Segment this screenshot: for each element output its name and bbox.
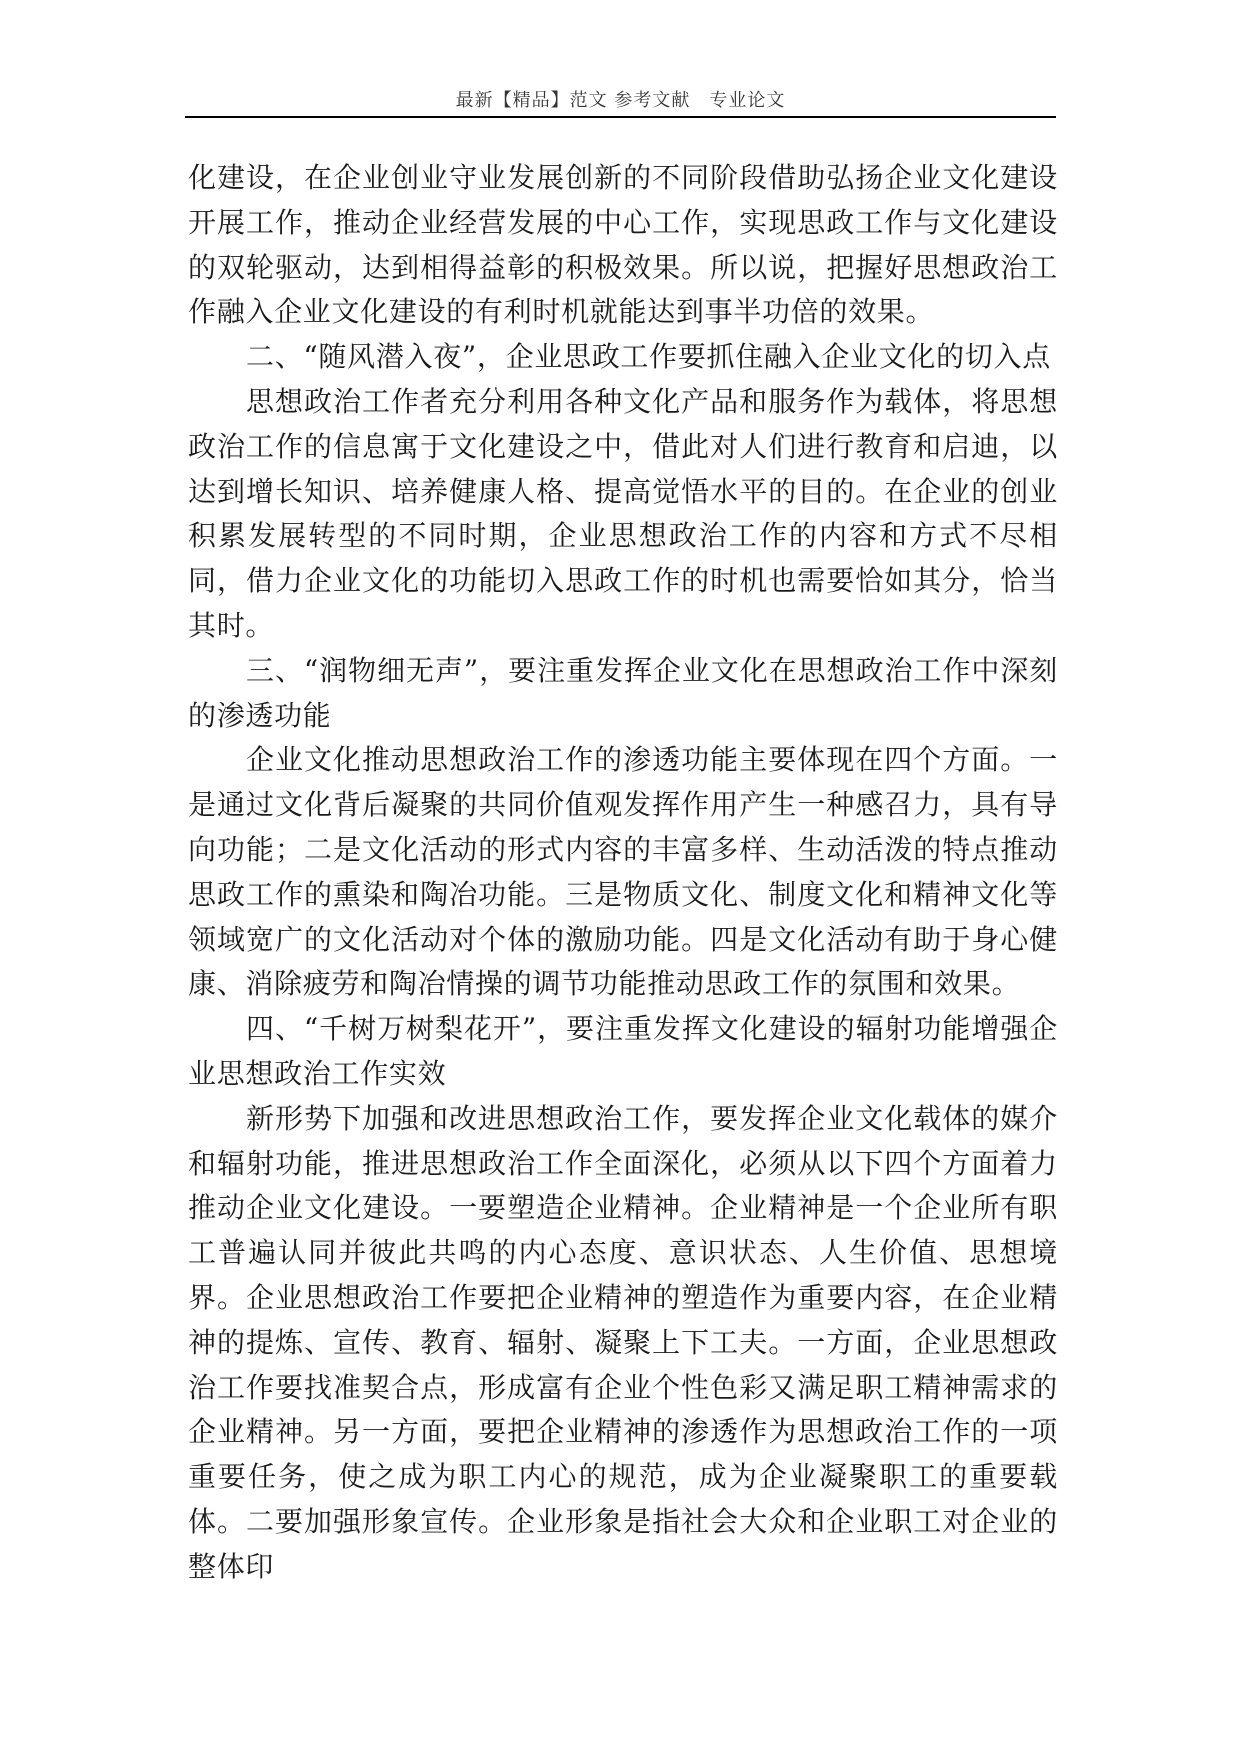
paragraph-section-3: 企业文化推动思想政治工作的渗透功能主要体现在四个方面。一是通过文化背后凝聚的共同价值观发挥作用产生一种感召力，具有导向功能；二是文化活动的形式内容的丰富多样、生动活泼的特点推动思政工作的熏染和陶冶功能。三是物质文化、制度文化和精神文化等领域宽广的文化活动对个体的激励功能。四是文化活动有助于身心健康、消除疲劳和陶冶情操的调节功能推动思政工作的氛围和效果。 (188, 743, 1058, 1001)
paragraph-continuation: 化建设，在企业创业守业发展创新的不同阶段借助弘扬企业文化建设开展工作，推动企业经营发展的中心工作，实现思政工作与文化建设的双轮驱动，达到相得益彰的积极效果。所以说，把握好思想政治工作融入企业文化建设的有利时机就能达到事半功倍的效果。 (188, 161, 1058, 329)
paragraph-section-2: 思想政治工作者充分利用各种文化产品和服务作为载体，将思想政治工作的信息寓于文化建设之中，借此对人们进行教育和启迪，以达到增长知识、培养健康人格、提高觉悟水平的目的。在企业的创业积累发展转型的不同时期，企业思想政治工作的内容和方式不尽相同，借力企业文化的功能切入思政工作的时机也需要恰如其分，恰当其时。 (188, 384, 1058, 642)
document-body (188, 156, 1058, 1590)
section-heading-3: 三、“润物细无声”，要注重发挥企业文化在思想政治工作中深刻的渗透功能 (188, 653, 1058, 732)
page-header: 最新【精品】范文 参考文献 专业论文 (455, 90, 786, 111)
section-heading-2: 二、“随风潜入夜”，企业思政工作要抓住融入企业文化的切入点 (246, 340, 1051, 374)
header-divider (185, 116, 1056, 118)
paragraph-section-4: 新形势下加强和改进思想政治工作，要发挥企业文化载体的媒介和辐射功能，推进思想政治工作全面深化，必须从以下四个方面着力推动企业文化建设。一要塑造企业精神。企业精神是一个企业所有职工普遍认同并彼此共鸣的内心态度、意识状态、人生价值、思想境界。企业思想政治工作要把企业精神的塑造作为重要内容，在企业精神的提炼、宣传、教育、辐射、凝聚上下工夫。一方面，企业思想政治工作要找准契合点，形成富有企业个性色彩又满足职工精神需求的企业精神。另一方面，要把企业精神的渗透作为思想政治工作的一项重要任务，使之成为职工内心的规范，成为企业凝聚职工的重要载体。二要加强形象宣传。企业形象是指社会大众和企业职工对企业的整体印 (188, 1101, 1058, 1583)
section-heading-4: 四、“千树万树梨花开”，要注重发挥文化建设的辐射功能增强企业思想政治工作实效 (188, 1012, 1058, 1090)
